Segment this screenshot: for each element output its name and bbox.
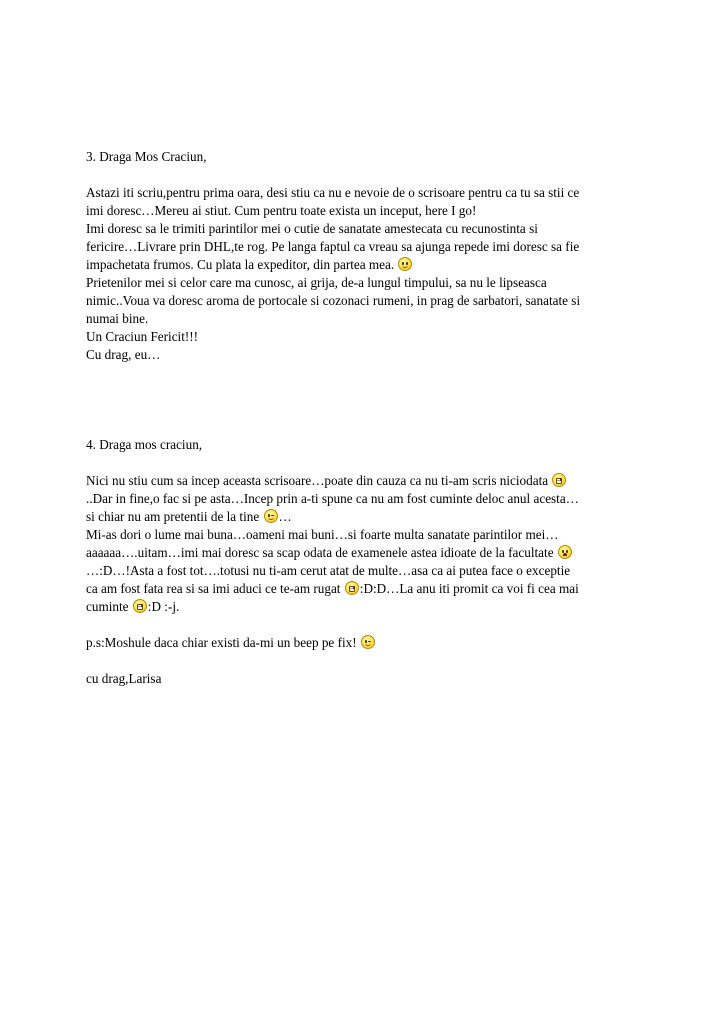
letter-3-line: numai bine. bbox=[86, 311, 149, 326]
grin-icon bbox=[133, 599, 147, 613]
letter-4-line: si chiar nu am pretentii de la tine … bbox=[86, 509, 292, 524]
cry-icon bbox=[558, 545, 572, 559]
letter-3-line: fericire…Livrare prin DHL,te rog. Pe langa faptul ca vreau sa ajunga repede imi doresc sa fie bbox=[86, 239, 580, 254]
letter-4-line: ..Dar in fine,o fac si pe asta…Incep prin a-ti spune ca nu am fost cuminte deloc anul acesta… bbox=[86, 491, 579, 506]
letter-4-signature: cu drag,Larisa bbox=[86, 671, 162, 686]
wink-icon bbox=[264, 509, 278, 523]
letter-4-line: Mi-as dori o lume mai buna…oameni mai buni…si foarte multa sanatate parintilor mei… bbox=[86, 527, 559, 542]
grin-icon bbox=[345, 581, 359, 595]
letter-3-line: impachetata frumos. Cu plata la expeditor, din partea mea. bbox=[86, 256, 648, 274]
smile-icon bbox=[398, 257, 412, 271]
letter-4-line: cuminte :D :-j. bbox=[86, 599, 180, 614]
letter-3-line: Un Craciun Fericit!!! bbox=[86, 329, 199, 344]
letter-3-line: imi doresc…Mereu ai stiut. Cum pentru toate exista un inceput, here I go! bbox=[86, 203, 477, 218]
postscript: p.s:Moshule daca chiar existi da-mi un beep pe fix! bbox=[86, 634, 648, 652]
letter-4-line: Nici nu stiu cum sa incep aceasta scrisoare…poate din cauza ca nu ti-am scris niciodata bbox=[86, 472, 648, 490]
letter-4-line: …:D…!Asta a fost tot….totusi nu ti-am cerut atat de multe…asa ca ai putea face o exceptie bbox=[86, 563, 571, 578]
letter-3-line: Prietenilor mei si celor care ma cunosc, ai grija, de-a lungul timpului, sa nu le lipseasca bbox=[86, 275, 547, 290]
grin-icon bbox=[552, 473, 566, 487]
letter-4-line: ca am fost fata rea si sa imi aduci ce te-am rugat :D:D…La anu iti promit ca voi fi cea mai bbox=[86, 581, 579, 596]
letter-4-line: aaaaaa….uitam…imi mai doresc sa scap odata de examenele astea idioate de la facultate bbox=[86, 544, 648, 562]
letter-4-heading: 4. Draga mos craciun, bbox=[86, 437, 203, 452]
letter-3-line: Astazi iti scriu,pentru prima oara, desi stiu ca nu e nevoie de o scrisoare pentru ca tu sa stii ce bbox=[86, 185, 580, 200]
letter-3-line: Imi doresc sa le trimiti parintilor mei o cutie de sanatate amestecata cu recunostinta si bbox=[86, 221, 538, 236]
letter-3-line: nimic..Voua va doresc aroma de portocale si cozonaci rumeni, in prag de sarbatori, sanatate si bbox=[86, 293, 581, 308]
letter-3-signature: Cu drag, eu… bbox=[86, 347, 161, 362]
wink-icon bbox=[361, 635, 375, 649]
document-page bbox=[86, 148, 648, 688]
letter-3-heading: 3. Draga Mos Craciun, bbox=[86, 149, 207, 164]
